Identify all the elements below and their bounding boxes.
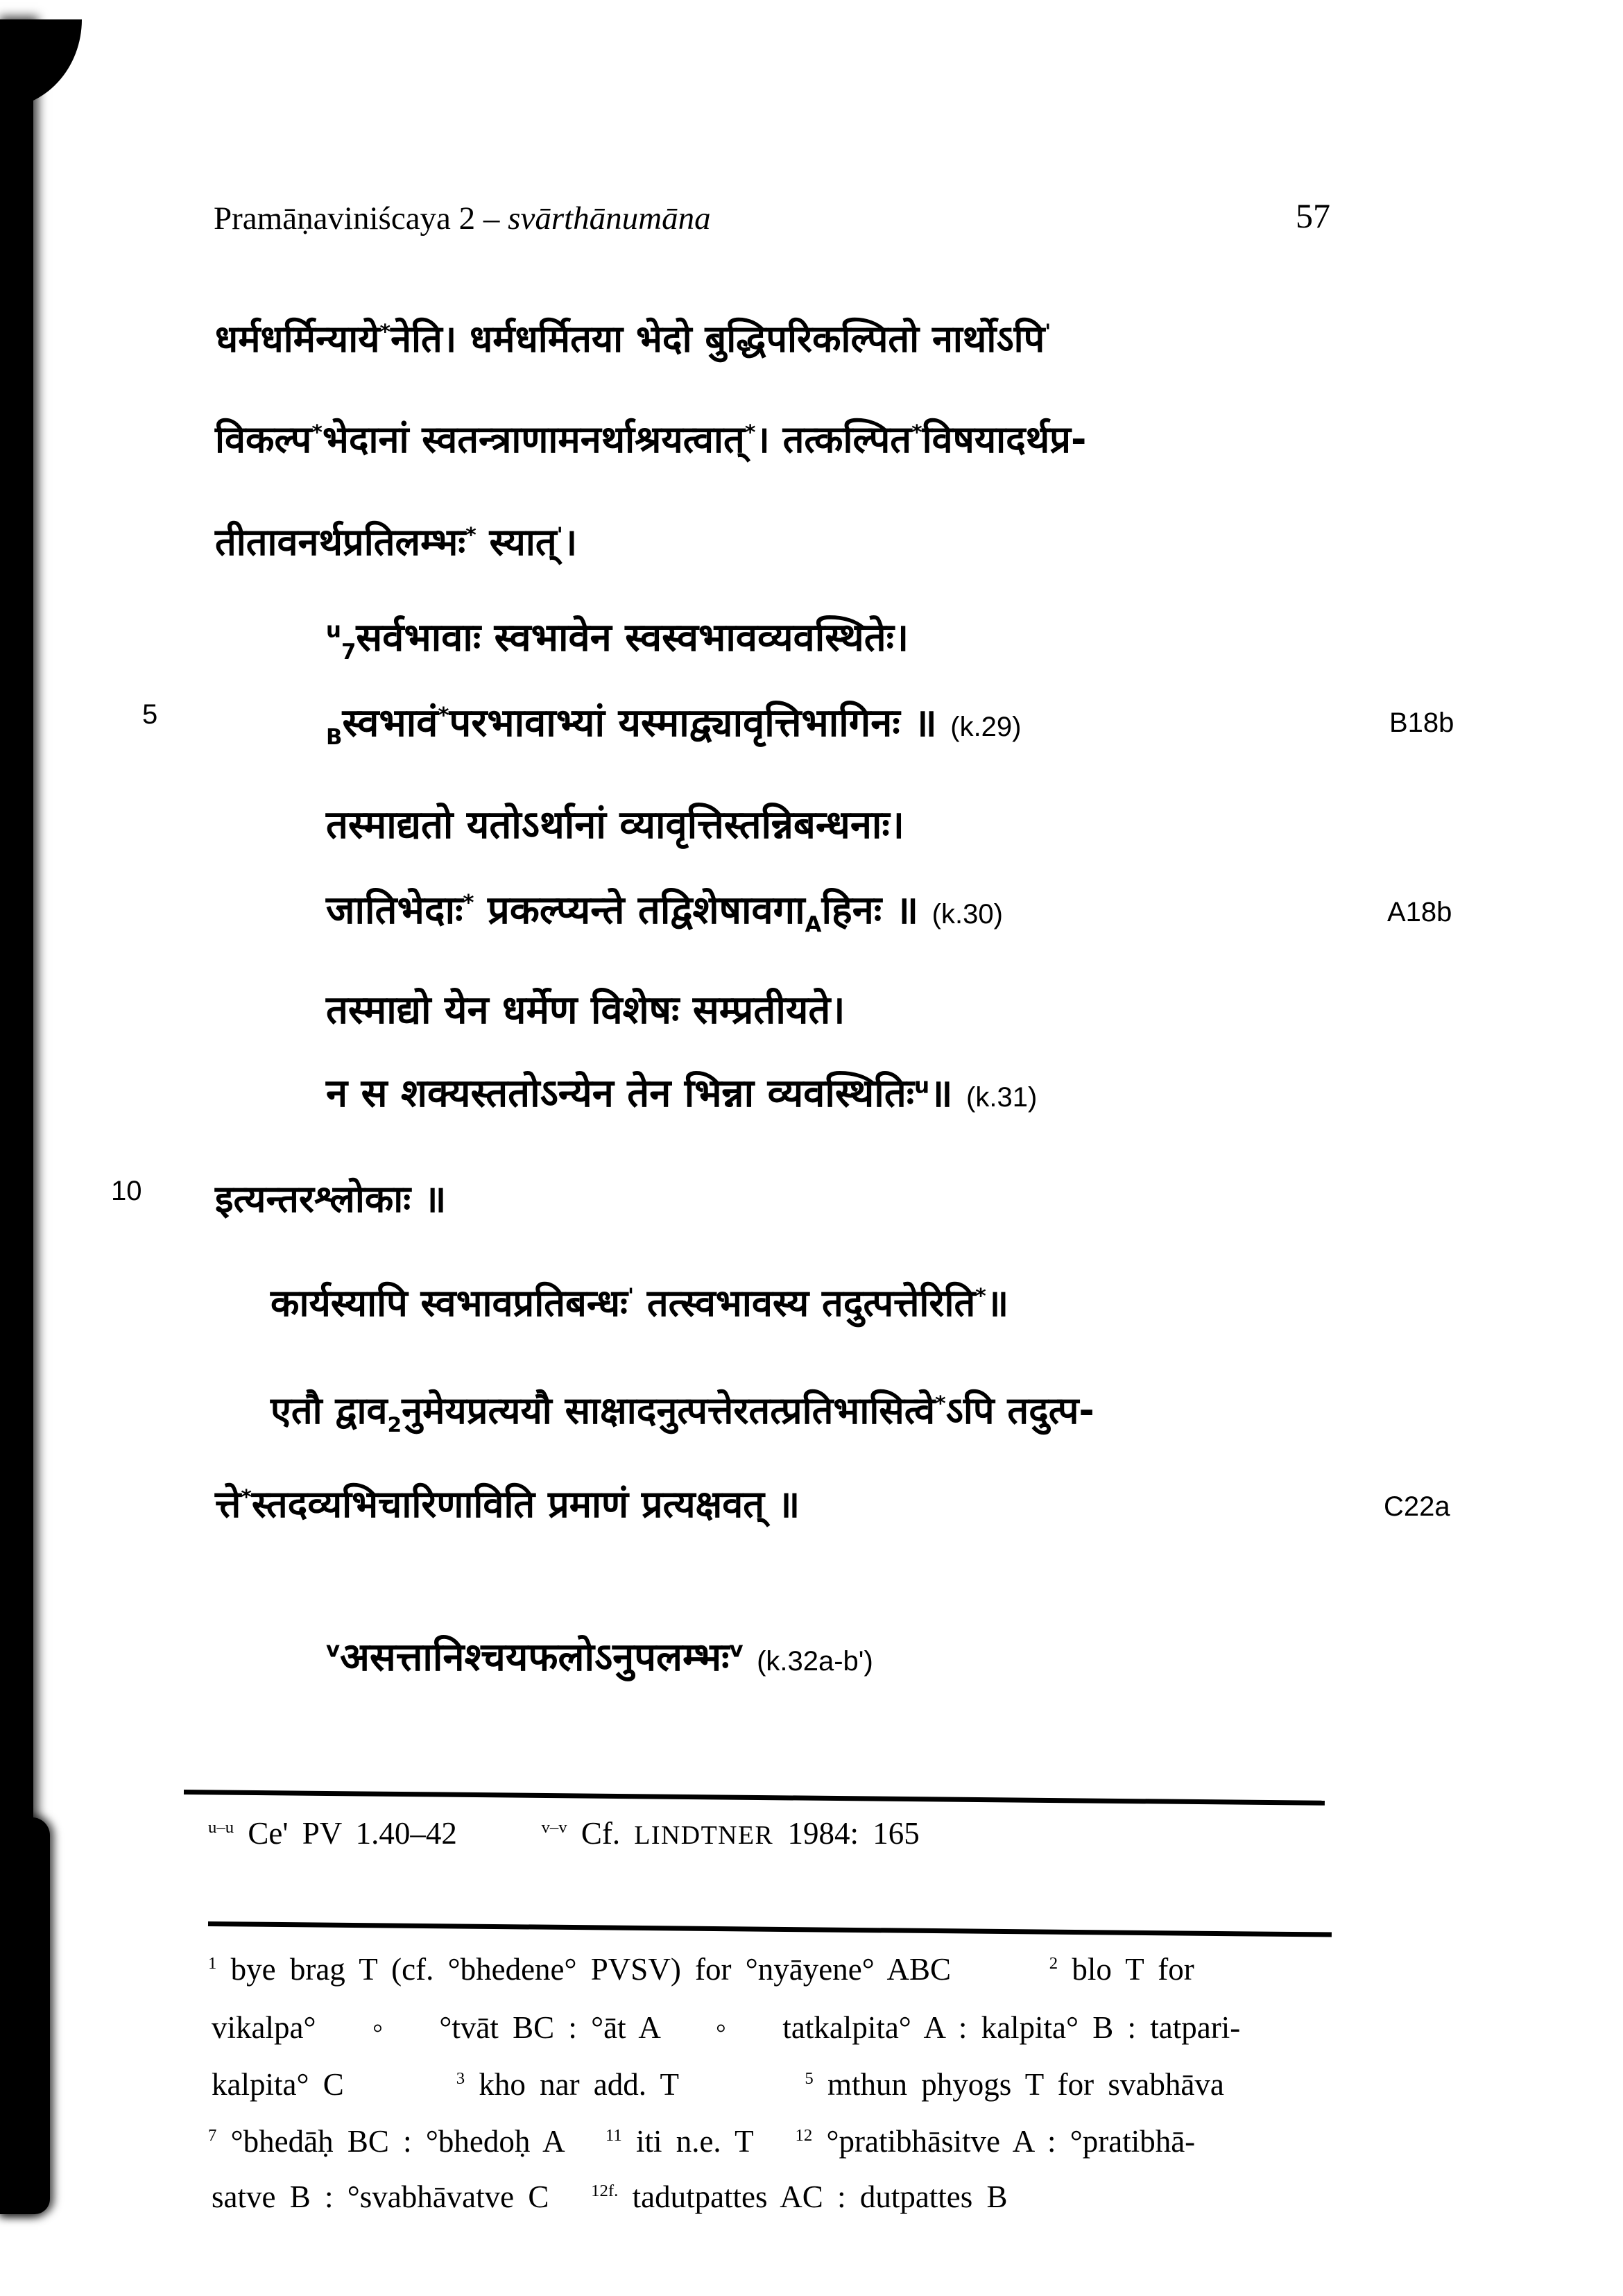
margin-folio-c22a: C22a xyxy=(1384,1491,1450,1522)
header-title-italic: svārthānumāna xyxy=(508,200,711,237)
header-title-roman: Pramāṇaviniścaya 2 – xyxy=(214,200,508,237)
testimonia-rule xyxy=(184,1790,1325,1806)
sanskrit-line-para1-1: धर्मधर्मिन्याये*नेति। धर्मधर्मितया भेदो बुद्धिपरिकल्पितो नार्थोऽपि' xyxy=(215,317,1051,361)
footnote-line-5: satve B : °svabhāvatve C $^{12f.}$ tadutpattes AC : dutpattes B xyxy=(212,2179,1008,2214)
footnote-line-1: $^1$ bye brag T (cf. °bhedene° PVSV) for °nyāyene° ABC $^2$ blo T for xyxy=(208,1952,1194,1987)
binding-shadow-bottom xyxy=(0,1817,50,2214)
verse-k30-pada-cd: जातिभेदाः* प्रकल्प्यन्ते $तद्विशेषावगा_Aहिनः$ ॥ (k.30) xyxy=(326,888,1003,938)
footnote-line-3: kalpita° C $^3$ kho nar add. T $^5$ mthun phyogs T for svabhāva xyxy=(212,2067,1224,2102)
footnote-rule xyxy=(208,1921,1332,1937)
sanskrit-line-para1-3: तीतावनर्थप्रतिलम्भः* स्यात्'। xyxy=(215,520,578,564)
verse-k32-pada: $^v$असत्तानिश्चयफलोऽनुपलम्भः$^v$ (k.32a-b') xyxy=(326,1635,873,1680)
margin-folio-b18b: B18b xyxy=(1389,708,1454,738)
running-header xyxy=(214,200,711,237)
sanskrit-line-etau-2: त्ते*स्तदव्यभिचारिणाविति प्रमाणं प्रत्यक्षवत् ॥ xyxy=(215,1482,800,1526)
footnote-line-2: vikalpa° ◦ °tvāt BC : °āt A ◦ tatkalpita° A : kalpita° B : tatpari- xyxy=(212,2010,1241,2045)
verse-k29-pada-ab: $^u_7$सर्वभावाः स्वभावेन स्वस्वभावव्यवस्थितेः। xyxy=(326,615,909,665)
verse-k30-pada-ab: तस्माद्यतो यतोऽर्थानां व्यावृत्तिस्तन्निबन्धनाः। xyxy=(326,803,904,848)
footnote-line-4: $^7$ °bhedāḥ BC : °bhedoḥ A $^{11}$ iti n.e. T $^{12}$ °pratibhāsitve A : °pratibhā- xyxy=(208,2124,1196,2159)
sanskrit-line-antarasloka: इत्यन्तरश्लोकाः ॥ xyxy=(215,1177,447,1221)
verse-k31-pada-cd: न स शक्यस्ततोऽन्येन तेन भिन्ना व्यवस्थितिः$^u$॥ (k.31) xyxy=(326,1071,1038,1116)
page-number: 57 xyxy=(1296,196,1330,235)
testimonia-line: $^{u-u}$ Ce' PV 1.40–42 $^{v-v}$ Cf. LINDTNER 1984: 165 xyxy=(208,1816,920,1851)
verse-k29-pada-cd: $_B$स्वभावं*परभावाभ्यां यस्माद्व्यावृत्तिभागिनः ॥ (k.29) xyxy=(326,701,1022,751)
margin-folio-a18b: A18b xyxy=(1387,897,1452,927)
margin-line-number-5: 5 xyxy=(142,699,158,730)
verse-k31-pada-ab: तस्माद्यो येन धर्मेण विशेषः सम्प्रतीयते। xyxy=(326,988,845,1033)
sanskrit-line-etau-1: एतौ द्वाव$_2$नुमेयप्रत्ययौ साक्षादनुत्पत्तेरतत्प्रतिभासित्वे*ऽपि तदुत्प- xyxy=(270,1389,1094,1437)
sanskrit-line-para1-2: विकल्प*भेदानां स्वतन्त्राणामनर्थाश्रयत्वात्*। तत्कल्पित*विषयादर्थप्र- xyxy=(215,418,1087,461)
margin-line-number-10: 10 xyxy=(111,1176,142,1206)
sanskrit-line-karya: कार्यस्यापि स्वभावप्रतिबन्धः' तत्स्वभावस्य तदुत्पत्तेरिति*॥ xyxy=(270,1281,1009,1325)
